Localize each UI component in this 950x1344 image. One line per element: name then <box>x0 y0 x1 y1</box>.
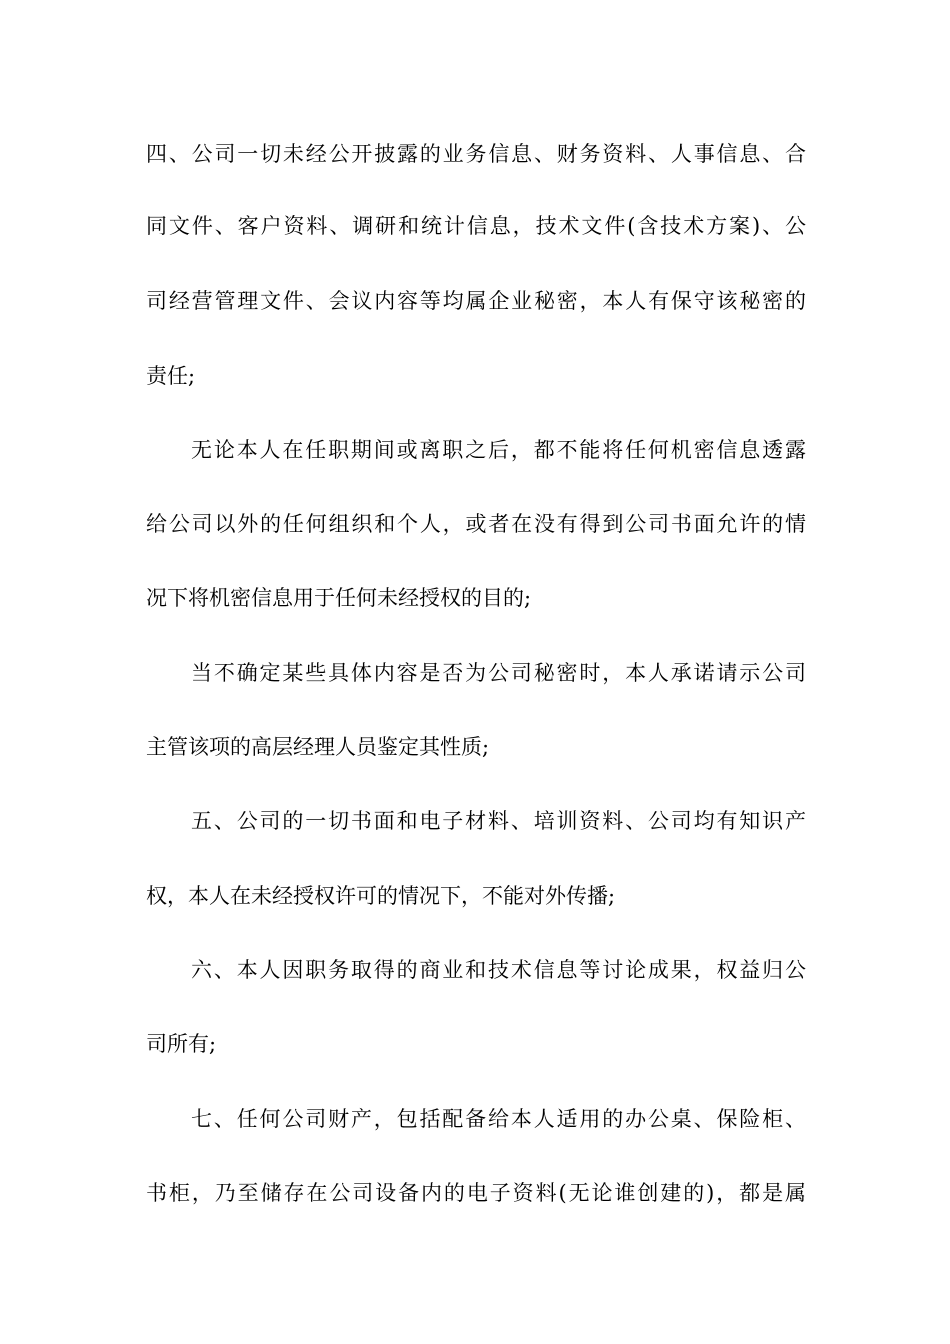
text-line: 无论本人在任职期间或离职之后，都不能将任何机密信息透露 <box>191 438 806 462</box>
text-line: 同文件、客户资料、调研和统计信息，技术文件(含技术方案)、公 <box>146 214 806 238</box>
text-line: 六、本人因职务取得的商业和技术信息等讨论成果，权益归公 <box>191 958 806 982</box>
text-line: 四、公司一切未经公开披露的业务信息、财务资料、人事信息、合 <box>146 142 806 166</box>
text-line: 责任; <box>146 364 196 388</box>
text-line: 当不确定某些具体内容是否为公司秘密时，本人承诺请示公司 <box>191 661 806 685</box>
text-line: 给公司以外的任何组织和个人，或者在没有得到公司书面允许的情 <box>146 512 806 536</box>
text-line: 司所有; <box>146 1032 217 1056</box>
text-line: 七、任何公司财产，包括配备给本人适用的办公桌、保险柜、 <box>191 1107 806 1131</box>
text-line: 况下将机密信息用于任何未经授权的目的; <box>146 586 532 610</box>
text-line: 司经营管理文件、会议内容等均属企业秘密，本人有保守该秘密的 <box>146 289 806 313</box>
text-line: 权，本人在未经授权许可的情况下，不能对外传播; <box>146 884 616 908</box>
text-line: 主管该项的高层经理人员鉴定其性质; <box>146 735 490 759</box>
text-line: 书柜，乃至储存在公司设备内的电子资料(无论谁创建的)，都是属 <box>146 1181 806 1205</box>
text-line: 五、公司的一切书面和电子材料、培训资料、公司均有知识产 <box>191 809 806 833</box>
